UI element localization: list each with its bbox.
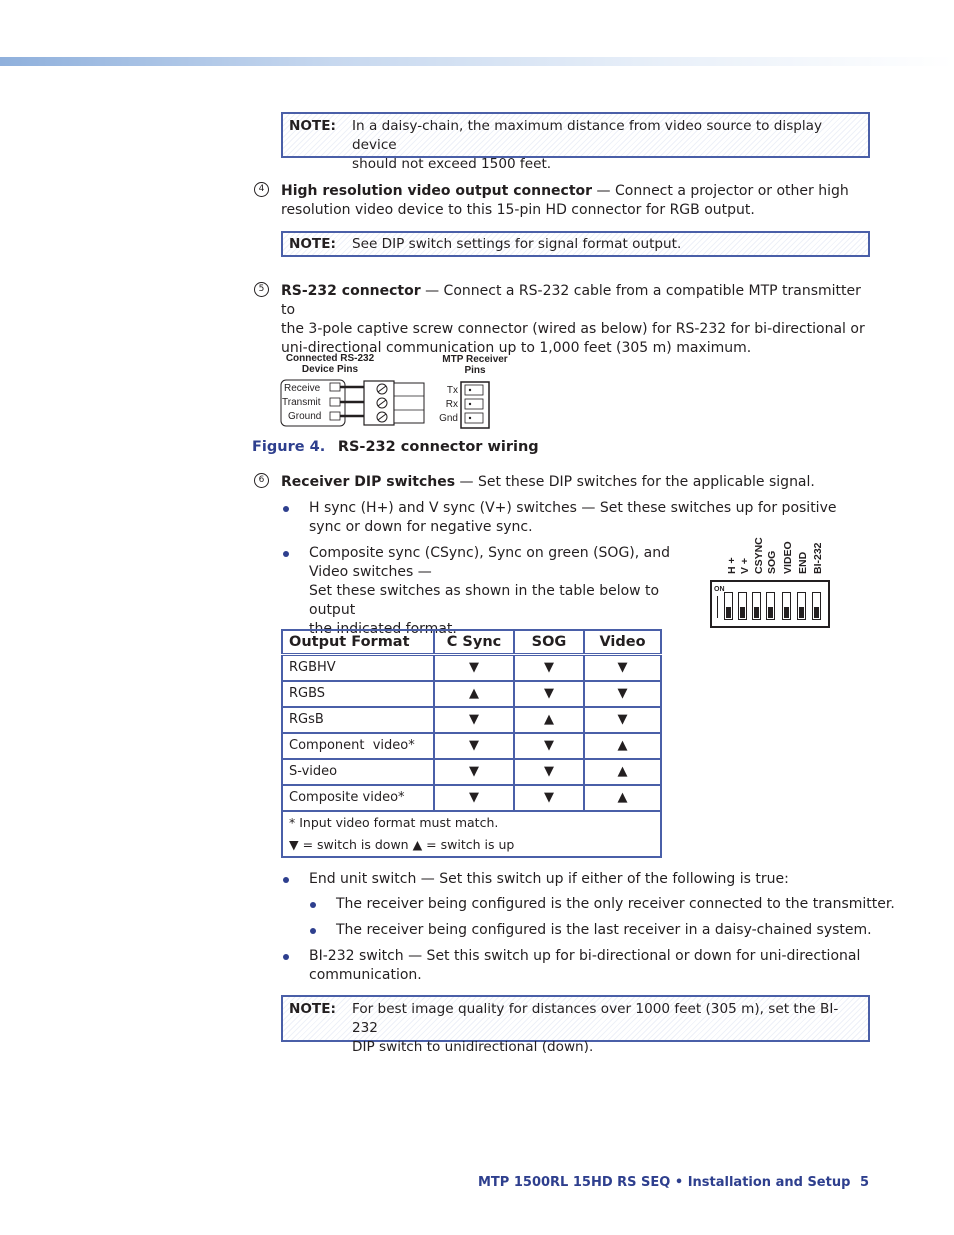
item-rs232-connector: RS-232 connector — Connect a RS-232 cable from a compatible MTP transmitter to the 3-pole captive screw connector (wired as below) for RS-232 for bi-directional or uni-directional communication up to 1,000 feet (305 m) maximum. (281, 283, 865, 356)
on-label: ON (714, 586, 725, 593)
bullet-bi232: BI-232 switch — Set this switch up for bi-directional or down for uni-directional communication. (309, 948, 861, 983)
note-text: In a daisy-chain, the maximum distance from video source to display device should not exceed 1500 feet. (352, 118, 823, 172)
note-label: NOTE: (289, 236, 336, 252)
pin-label: Gnd (439, 413, 458, 424)
switch-cell: ▲ (584, 785, 661, 811)
table-row (282, 733, 661, 759)
figure-caption (252, 439, 539, 455)
column-header: Video (584, 630, 661, 655)
sub-bullet-only-receiver: The receiver being configured is the only receiver connected to the transmitter. (336, 896, 895, 912)
bullet-composite-sync: Composite sync (CSync), Sync on green (SOG), and Video switches — Set these switches as shown in the table below to output the indicated format. (309, 545, 670, 637)
table-row (282, 785, 661, 811)
switch-cell: ▼ (434, 733, 514, 759)
left-title: Connected RS-232 Device Pins (285, 353, 375, 375)
switch-cell: ▼ (584, 681, 661, 707)
switch-cell: ▼ (434, 707, 514, 733)
bullet-end-unit: End unit switch — Set this switch up if either of the following is true: (309, 871, 789, 887)
figure-number: Figure 4. (252, 439, 326, 455)
switch-cell: ▼ (514, 655, 584, 681)
item-title: RS-232 connector (281, 283, 421, 299)
dip-label: H + (726, 557, 738, 574)
table-footnote: * Input video format must match. ▼ = switch is down ▲ = switch is up (282, 811, 661, 857)
dip-label: CSYNC (753, 537, 765, 574)
switch-cell: ▲ (434, 681, 514, 707)
callout-number-5: 5 (254, 282, 269, 297)
table-row (282, 655, 661, 681)
table-row (282, 681, 661, 707)
note-label: NOTE: (289, 1001, 336, 1017)
note-text: See DIP switch settings for signal format output. (352, 236, 682, 252)
sub-bullet-icon (310, 928, 316, 934)
pin-label: Tx (446, 385, 458, 396)
dip-toggle (724, 592, 733, 620)
bullet-icon (283, 551, 289, 557)
dip-toggle (797, 592, 806, 620)
switch-cell: ▼ (434, 655, 514, 681)
header-gradient-bar (0, 57, 954, 66)
dip-label: V + (739, 557, 751, 574)
format-cell: RGBHV (282, 655, 434, 681)
dip-label: BI-232 (812, 542, 824, 574)
pin-label: Receive (284, 383, 321, 394)
item-title: Receiver DIP switches (281, 474, 456, 490)
format-cell: RGBS (282, 681, 434, 707)
dip-label: VIDEO (782, 541, 794, 574)
note-box-daisy-chain (281, 112, 870, 172)
figure-title: RS-232 connector wiring (337, 439, 539, 455)
dip-label: END (797, 551, 809, 574)
switch-cell: ▼ (514, 759, 584, 785)
page-number: 5 (860, 1175, 870, 1190)
note-box-image-quality (281, 995, 870, 1055)
switch-cell: ▼ (434, 759, 514, 785)
table-footnote-row (282, 811, 661, 857)
pin-label: Rx (445, 399, 458, 410)
switch-cell: ▼ (584, 655, 661, 681)
pin-label: Ground (288, 411, 322, 422)
format-cell: Composite video* (282, 785, 434, 811)
sub-bullet-last-receiver: The receiver being configured is the last receiver in a daisy-chained system. (336, 922, 872, 938)
switch-cell: ▼ (514, 785, 584, 811)
sub-bullet-icon (310, 902, 316, 908)
dip-toggle (738, 592, 747, 620)
output-format-table (281, 629, 662, 858)
rs232-wiring-diagram (278, 352, 518, 432)
item-dip-switches: Receiver DIP switches — Set these DIP switches for the applicable signal. (281, 474, 815, 490)
note-box-dip-settings (281, 231, 870, 257)
item-title: High resolution video output connector (281, 183, 593, 199)
note-text: For best image quality for distances over 1000 feet (305 m), set the BI-232 DIP switch to unidirectional (down). (352, 1001, 839, 1055)
dip-toggle (812, 592, 821, 620)
bullet-icon (283, 506, 289, 512)
switch-cell: ▲ (584, 733, 661, 759)
switch-cell: ▲ (584, 759, 661, 785)
right-pin-labels (430, 384, 458, 426)
switch-cell: ▼ (514, 733, 584, 759)
switch-cell: ▼ (514, 681, 584, 707)
dip-toggle (752, 592, 761, 620)
pin-label: Transmit (282, 397, 321, 408)
left-pin-labels (284, 382, 321, 424)
item-video-output-connector: High resolution video output connector — Connect a projector or other high resolution video device to this 15-pin HD connector for RGB output. (281, 183, 849, 218)
switch-cell: ▼ (584, 707, 661, 733)
footer-title: MTP 1500RL 15HD RS SEQ • Installation and Setup (478, 1175, 851, 1190)
switch-cell: ▲ (514, 707, 584, 733)
right-title: MTP Receiver Pins (442, 354, 508, 376)
bullet-icon (283, 877, 289, 883)
format-cell: RGsB (282, 707, 434, 733)
bullet-hv-sync: H sync (H+) and V sync (V+) switches — Set these switches up for positive sync or down for negative sync. (309, 500, 837, 535)
format-cell: Component video* (282, 733, 434, 759)
dip-switch-block (710, 580, 830, 628)
table-row (282, 707, 661, 733)
callout-number-4: 4 (254, 182, 269, 197)
table-header-row (282, 630, 661, 655)
bullet-icon (283, 954, 289, 960)
column-header: Output Format (282, 630, 434, 655)
note-label: NOTE: (289, 118, 336, 134)
callout-number-6: 6 (254, 473, 269, 488)
dip-label: SOG (766, 550, 778, 574)
table-row (282, 759, 661, 785)
dip-toggle (766, 592, 775, 620)
format-cell: S-video (282, 759, 434, 785)
switch-cell: ▼ (434, 785, 514, 811)
on-arrow-line (717, 596, 718, 618)
column-header: C Sync (434, 630, 514, 655)
dip-toggle (782, 592, 791, 620)
dip-switch-diagram (708, 528, 832, 632)
column-header: SOG (514, 630, 584, 655)
